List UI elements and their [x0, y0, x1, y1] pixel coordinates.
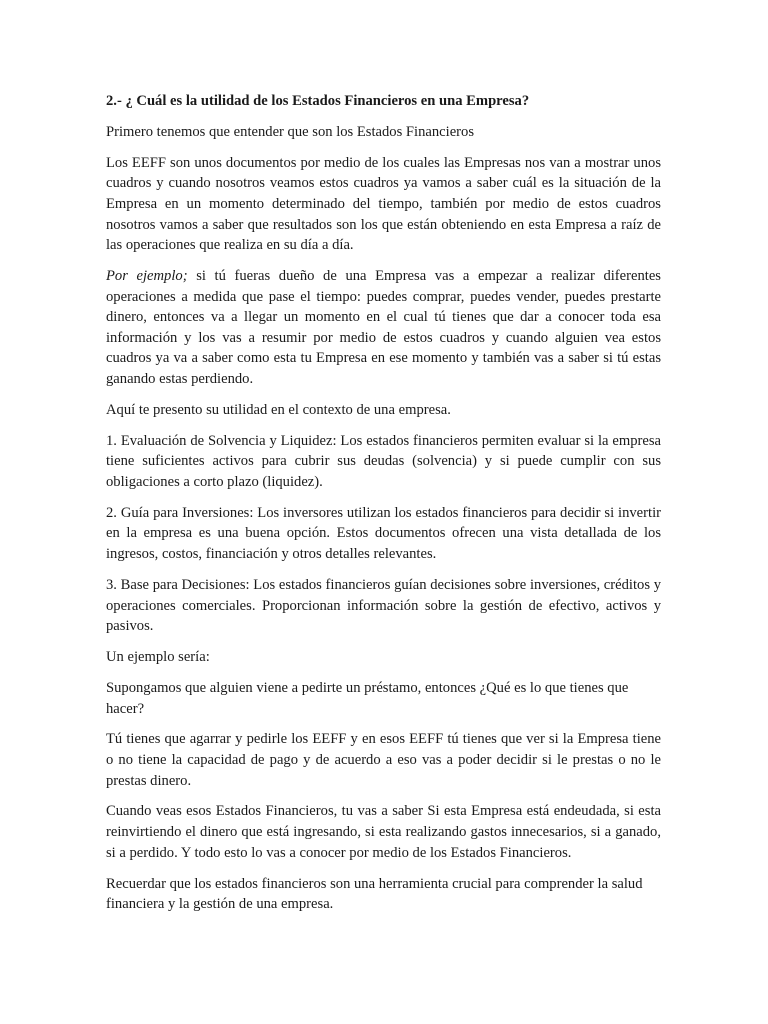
paragraph-conclusion: Recuerdar que los estados financieros son una herramienta crucial para comprender la salud financiera y la gestión de una empresa.	[106, 875, 643, 913]
paragraph-loan-answer: Tú tienes que agarrar y pedirle los EEFF y en esos EEFF tú tienes que ver si la Empresa tiene o no tiene la capacidad de pago y de acuerdo a eso vas a poder decidir si le prestas o no le prestas dinero.	[106, 731, 661, 789]
paragraph-eeff-definition: Los EEFF son unos documentos por medio de los cuales las Empresas nos van a mostrar unos cuadros y cuando nosotros veamos estos cuadros ya vamos a saber cuál es la situación de la Empresa en un momento determinado del tiempo, también por medio de estos cuadros nosotros vamos a saber que resultados son los que están obteniendo en esta Empresa a raíz de las operaciones que realiza en su día a día.	[106, 154, 661, 254]
paragraph-example-intro: Un ejemplo sería:	[106, 649, 210, 666]
document-heading: 2.- ¿ Cuál es la utilidad de los Estados Financieros en una Empresa?	[106, 93, 530, 109]
list-item-decisions: 3. Base para Decisiones: Los estados financieros guían decisiones sobre inversiones, créditos y operaciones comerciales. Proporcionan información sobre la gestión de efectivo, activos y pasivos.	[106, 576, 661, 635]
example-label: Por ejemplo;	[106, 268, 188, 285]
paragraph-loan-question: Supongamos que alguien viene a pedirte un préstamo, entonces ¿Qué es lo que tienes que hacer?	[106, 679, 629, 717]
document-body	[106, 91, 661, 925]
paragraph-intro: Primero tenemos que entender que son los Estados Financieros	[106, 123, 475, 140]
paragraph-financial-analysis: Cuando veas esos Estados Financieros, tu vas a saber Si esta Empresa está endeudada, si esta reinvirtiendo el dinero que está ingresando, si esta realizando gastos innecesarios, si a ganado, si a perdido. Y todo esto lo vas a conocer por medio de los Estados Financieros.	[106, 803, 661, 861]
list-item-investments: 2. Guía para Inversiones: Los inversores utilizan los estados financieros para decidir si invertir en la empresa es una buena opción. Estos documentos ofrecen una vista detallada de los ingresos, costos, financiación y otros detalles relevantes.	[106, 504, 661, 563]
example-text: si tú fueras dueño de una Empresa vas a empezar a realizar diferentes operaciones a medida que pase el tiempo: puedes comprar, puedes vender, puedes prestarte dinero, entonces va a llegar un momento en el cual tú tienes que dar a conocer toda esa información y los vas a resumir por medio de estos cuadros y cuando alguien vea estos cuadros ya va a saber como esta tu Empresa en ese momento y también vas a saber si tú estas ganando estas perdiendo.	[106, 268, 661, 388]
paragraph-context: Aquí te presento su utilidad en el contexto de una empresa.	[106, 401, 451, 418]
list-item-solvency: 1. Evaluación de Solvencia y Liquidez: Los estados financieros permiten evaluar si la empresa tiene suficientes activos para cubrir sus deudas (solvencia) y si puede cumplir con sus obligaciones a corto plazo (liquidez).	[106, 432, 661, 490]
paragraph-example	[106, 266, 661, 390]
